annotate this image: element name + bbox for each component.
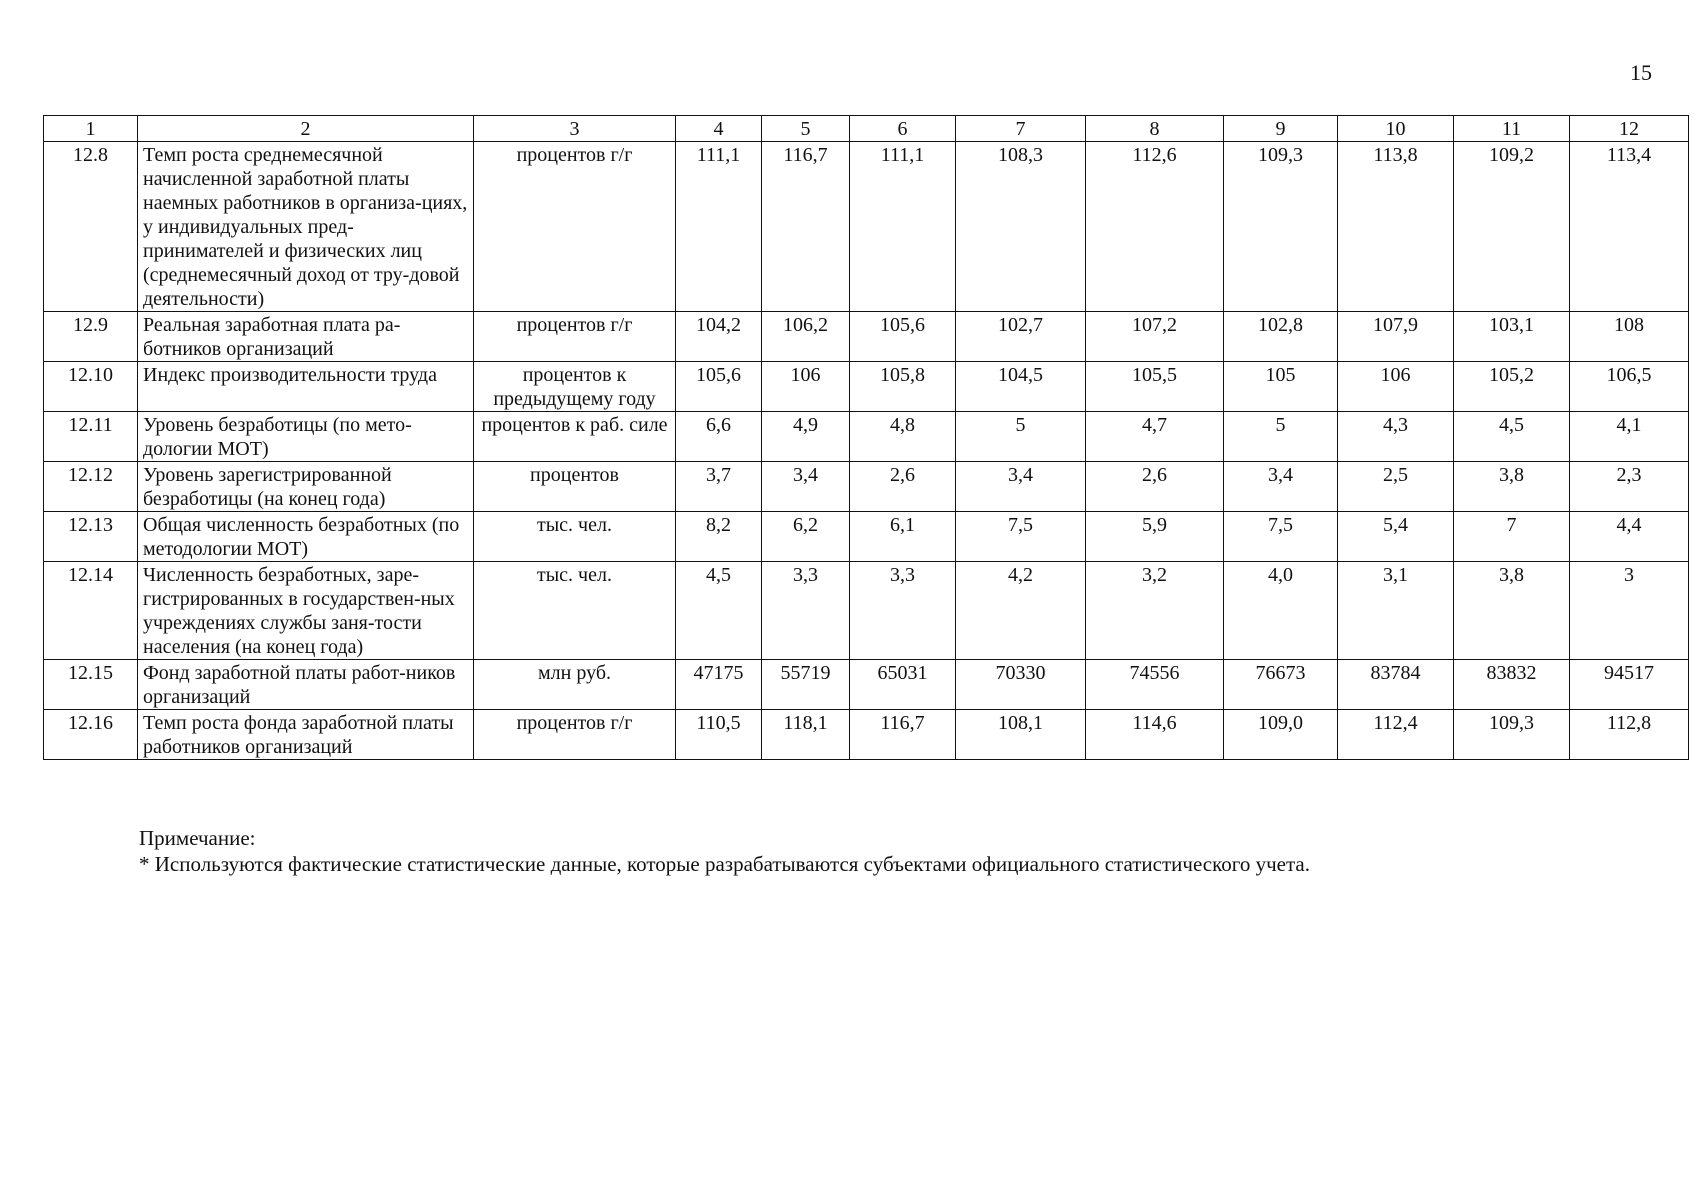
table-row (44, 142, 1689, 312)
indicator-name: Уровень зарегистрированной безработицы (на конец года) (138, 462, 474, 512)
value-cell: 105,6 (850, 312, 956, 362)
column-header: 4 (676, 116, 762, 142)
row-number: 12.16 (44, 710, 138, 760)
value-cell: 102,7 (956, 312, 1086, 362)
value-cell: 114,6 (1086, 710, 1224, 760)
value-cell: 6,2 (762, 512, 850, 562)
row-number: 12.8 (44, 142, 138, 312)
value-cell: 112,8 (1570, 710, 1689, 760)
value-cell: 112,4 (1338, 710, 1454, 760)
row-number: 12.13 (44, 512, 138, 562)
value-cell: 83832 (1454, 660, 1570, 710)
value-cell: 104,2 (676, 312, 762, 362)
value-cell: 4,9 (762, 412, 850, 462)
table-row (44, 660, 1689, 710)
column-header: 10 (1338, 116, 1454, 142)
indicator-name: Темп роста среднемесячной начисленной заработной платы наемных работников в организа-циях, у индивидуальных пред-принимателей и физических лиц (среднемесячный доход от тру-довой деятельности) (138, 142, 474, 312)
value-cell: 3,3 (850, 562, 956, 660)
value-cell: 4,8 (850, 412, 956, 462)
table-row (44, 412, 1689, 462)
row-number: 12.9 (44, 312, 138, 362)
value-cell: 70330 (956, 660, 1086, 710)
table-row (44, 710, 1689, 760)
column-header: 7 (956, 116, 1086, 142)
note-title: Примечание: (139, 826, 256, 850)
unit-cell: тыс. чел. (474, 562, 676, 660)
value-cell: 3,7 (676, 462, 762, 512)
table-header (44, 116, 1689, 142)
value-cell: 112,6 (1086, 142, 1224, 312)
value-cell: 74556 (1086, 660, 1224, 710)
indicator-name: Общая численность безработных (по методологии МОТ) (138, 512, 474, 562)
value-cell: 3 (1570, 562, 1689, 660)
value-cell: 113,8 (1338, 142, 1454, 312)
row-number: 12.12 (44, 462, 138, 512)
indicator-name: Темп роста фонда заработной платы работников организаций (138, 710, 474, 760)
unit-cell: процентов г/г (474, 142, 676, 312)
value-cell: 105,5 (1086, 362, 1224, 412)
value-cell: 2,3 (1570, 462, 1689, 512)
column-header: 5 (762, 116, 850, 142)
value-cell: 109,3 (1454, 710, 1570, 760)
unit-cell: процентов к раб. силе (474, 412, 676, 462)
unit-cell: млн руб. (474, 660, 676, 710)
value-cell: 3,8 (1454, 462, 1570, 512)
unit-cell: процентов г/г (474, 710, 676, 760)
table-row (44, 562, 1689, 660)
indicator-name: Фонд заработной платы работ-ников организаций (138, 660, 474, 710)
table-row (44, 312, 1689, 362)
value-cell: 2,6 (850, 462, 956, 512)
value-cell: 106 (1338, 362, 1454, 412)
value-cell: 103,1 (1454, 312, 1570, 362)
value-cell: 6,1 (850, 512, 956, 562)
value-cell: 4,2 (956, 562, 1086, 660)
column-header: 3 (474, 116, 676, 142)
value-cell: 3,2 (1086, 562, 1224, 660)
value-cell: 3,8 (1454, 562, 1570, 660)
value-cell: 5 (956, 412, 1086, 462)
value-cell: 111,1 (676, 142, 762, 312)
value-cell: 2,5 (1338, 462, 1454, 512)
note-block (139, 825, 1310, 878)
value-cell: 105,8 (850, 362, 956, 412)
value-cell: 2,6 (1086, 462, 1224, 512)
value-cell: 7 (1454, 512, 1570, 562)
value-cell: 3,3 (762, 562, 850, 660)
value-cell: 47175 (676, 660, 762, 710)
value-cell: 4,5 (1454, 412, 1570, 462)
value-cell: 3,4 (956, 462, 1086, 512)
value-cell: 4,5 (676, 562, 762, 660)
page-number: 15 (1630, 60, 1652, 85)
column-header: 6 (850, 116, 956, 142)
value-cell: 5,9 (1086, 512, 1224, 562)
value-cell: 4,0 (1224, 562, 1338, 660)
row-number: 12.14 (44, 562, 138, 660)
value-cell: 118,1 (762, 710, 850, 760)
header-row (44, 116, 1689, 142)
value-cell: 106,5 (1570, 362, 1689, 412)
value-cell: 105 (1224, 362, 1338, 412)
value-cell: 65031 (850, 660, 956, 710)
unit-cell: процентов г/г (474, 312, 676, 362)
value-cell: 76673 (1224, 660, 1338, 710)
row-number: 12.11 (44, 412, 138, 462)
column-header: 1 (44, 116, 138, 142)
value-cell: 116,7 (850, 710, 956, 760)
table-body (44, 142, 1689, 760)
unit-cell: процентов (474, 462, 676, 512)
value-cell: 104,5 (956, 362, 1086, 412)
value-cell: 111,1 (850, 142, 956, 312)
value-cell: 107,2 (1086, 312, 1224, 362)
value-cell: 116,7 (762, 142, 850, 312)
value-cell: 105,2 (1454, 362, 1570, 412)
value-cell: 108 (1570, 312, 1689, 362)
row-number: 12.10 (44, 362, 138, 412)
value-cell: 3,4 (762, 462, 850, 512)
value-cell: 102,8 (1224, 312, 1338, 362)
indicator-name: Уровень безработицы (по мето-дологии МОТ) (138, 412, 474, 462)
statistics-table (43, 115, 1689, 760)
value-cell: 108,1 (956, 710, 1086, 760)
table-row (44, 462, 1689, 512)
unit-cell: тыс. чел. (474, 512, 676, 562)
value-cell: 106,2 (762, 312, 850, 362)
value-cell: 4,4 (1570, 512, 1689, 562)
value-cell: 109,0 (1224, 710, 1338, 760)
indicator-name: Численность безработных, заре-гистрированных в государствен-ных учреждениях службы заня-тости населения (на конец года) (138, 562, 474, 660)
value-cell: 108,3 (956, 142, 1086, 312)
table-row (44, 362, 1689, 412)
value-cell: 3,4 (1224, 462, 1338, 512)
column-header: 11 (1454, 116, 1570, 142)
value-cell: 94517 (1570, 660, 1689, 710)
indicator-name: Реальная заработная плата ра-ботников организаций (138, 312, 474, 362)
value-cell: 5,4 (1338, 512, 1454, 562)
value-cell: 5 (1224, 412, 1338, 462)
column-header: 12 (1570, 116, 1689, 142)
value-cell: 7,5 (1224, 512, 1338, 562)
value-cell: 4,7 (1086, 412, 1224, 462)
table-row (44, 512, 1689, 562)
value-cell: 6,6 (676, 412, 762, 462)
value-cell: 105,6 (676, 362, 762, 412)
value-cell: 110,5 (676, 710, 762, 760)
value-cell: 107,9 (1338, 312, 1454, 362)
column-header: 8 (1086, 116, 1224, 142)
value-cell: 3,1 (1338, 562, 1454, 660)
unit-cell: процентов к предыдущему году (474, 362, 676, 412)
indicator-name: Индекс производительности труда (138, 362, 474, 412)
value-cell: 55719 (762, 660, 850, 710)
value-cell: 109,3 (1224, 142, 1338, 312)
note-text: * Используются фактические статистические данные, которые разрабатываются субъектами официального статистического учета. (139, 852, 1310, 877)
value-cell: 106 (762, 362, 850, 412)
value-cell: 113,4 (1570, 142, 1689, 312)
value-cell: 4,3 (1338, 412, 1454, 462)
value-cell: 109,2 (1454, 142, 1570, 312)
column-header: 2 (138, 116, 474, 142)
column-header: 9 (1224, 116, 1338, 142)
value-cell: 7,5 (956, 512, 1086, 562)
row-number: 12.15 (44, 660, 138, 710)
value-cell: 83784 (1338, 660, 1454, 710)
value-cell: 8,2 (676, 512, 762, 562)
value-cell: 4,1 (1570, 412, 1689, 462)
